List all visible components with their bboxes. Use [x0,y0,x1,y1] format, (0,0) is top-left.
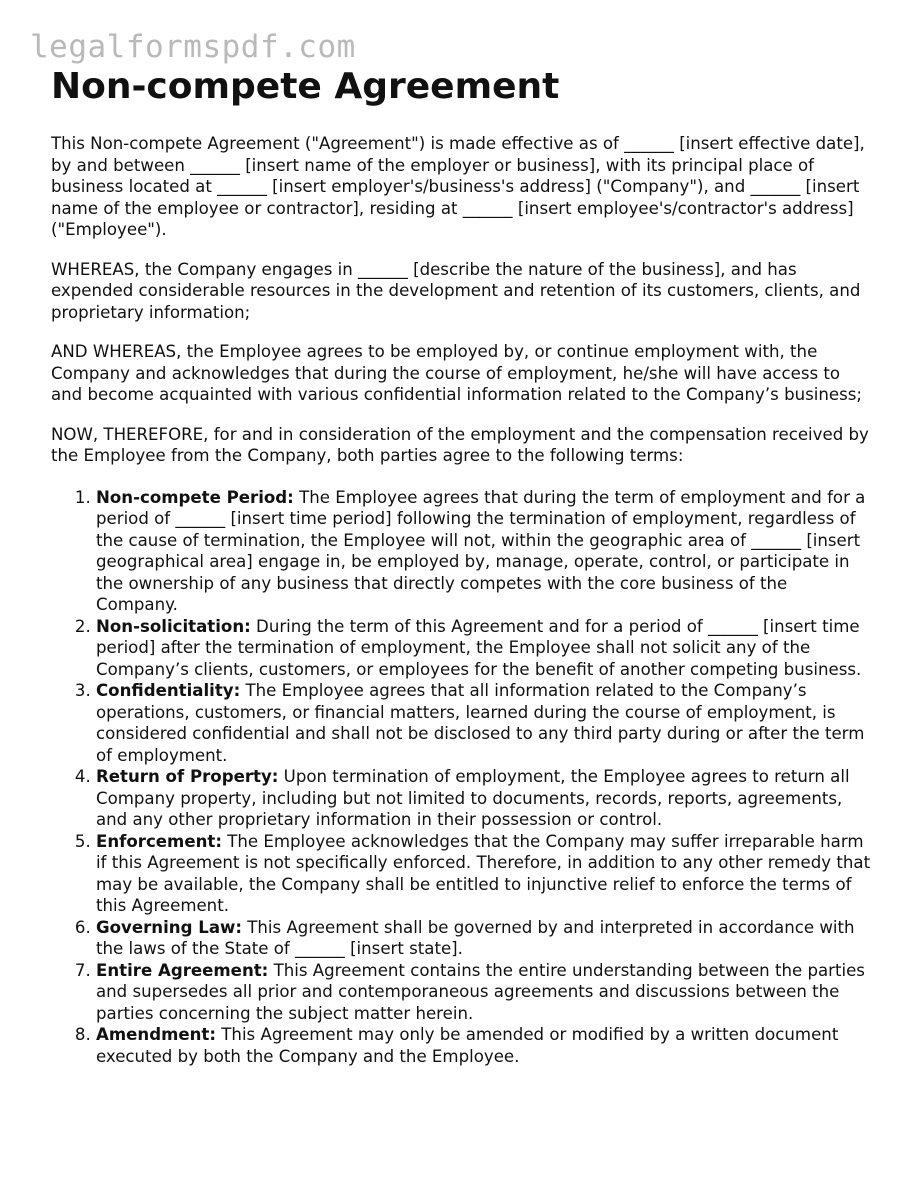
term-text: This Agreement contains the entire understanding between the parties and supersedes all prior and contemporaneous agreements and discussions between the parties concerning the subject matter herein. [96,960,865,1023]
and-whereas-paragraph: AND WHEREAS, the Employee agrees to be employed by, or continue employment with, the Company and acknowledges that during the course of employment, he/she will have access to and become acquainted with various confidential information related to the Company’s business; [51,342,862,404]
watermark: legalformspdf.com [30,29,356,65]
term-text: Upon termination of employment, the Employee agrees to return all Company property, including but not limited to documents, records, reports, agreements, and any other proprietary information in their possession or control. [96,767,850,829]
term-item-enforcement [96,831,873,917]
intro-paragraph: This Non-compete Agreement ("Agreement") is made effective as of ______ [insert effective date], by and between ______ [insert name of the employer or business], with its principal place of business located at ______ [insert employer's/business's address] ("Company"), and ______ [insert name of the employee or contractor], residing at ______ [insert employee's/contractor's address] ("Employee"). [51,134,865,239]
term-heading: Entire Agreement: [96,960,269,980]
term-item-governing-law [96,917,873,960]
term-text: The Employee agrees that during the term of employment and for a period of ______ [insert time period] following the termination of employment, regardless of the cause of termination, the Employee will not, within the geographic area of ______ [insert geographical area] engage in, be employed by, manage, operate, control, or participate in the ownership of any business that directly competes with the core business of the Company. [96,487,866,614]
term-item-non-solicitation [96,616,873,681]
document-title: Non-compete Agreement [51,66,560,107]
term-text: The Employee acknowledges that the Company may suffer irreparable harm if this Agreement is not specifically enforced. Therefore, in addition to any other remedy that may be available, the Company shall be entitled to injunctive relief to enforce the terms of this Agreement. [96,831,871,915]
terms-list [51,487,873,1068]
term-heading: Enforcement: [96,831,222,851]
now-therefore-paragraph: NOW, THEREFORE, for and in consideration of the employment and the compensation received by the Employee from the Company, both parties agree to the following terms: [51,424,869,465]
term-text: The Employee agrees that all information related to the Company’s operations, customers, or financial matters, learned during the course of employment, is considered confidential and shall not be disclosed to any third party during or after the term of employment. [96,681,865,765]
whereas-paragraph: WHEREAS, the Company engages in ______ [describe the nature of the business], and has expended considerable resources in the development and retention of its customers, clients, and proprietary information; [51,259,861,322]
term-heading: Governing Law: [96,917,242,937]
term-heading: Non-solicitation: [96,616,251,636]
term-item-non-compete-period [96,487,873,616]
term-text: During the term of this Agreement and for a period of ______ [insert time period] after the termination of employment, the Employee shall not solicit any of the Company’s clients, customers, or employees for the benefit of another competing business. [96,616,862,679]
document-body [51,133,873,1067]
term-heading: Confidentiality: [96,681,241,700]
term-heading: Return of Property: [96,767,279,786]
term-item-amendment [96,1024,873,1067]
term-heading: Amendment: [96,1025,217,1044]
term-text: This Agreement shall be governed by and interpreted in accordance with the laws of the State of ______ [insert state]. [96,917,855,958]
term-item-return-of-property [96,766,873,831]
term-heading: Non-compete Period: [96,487,294,507]
term-text: This Agreement may only be amended or modified by a written document executed by both the Company and the Employee. [96,1025,839,1066]
term-item-entire-agreement [96,960,873,1025]
term-item-confidentiality [96,680,873,766]
